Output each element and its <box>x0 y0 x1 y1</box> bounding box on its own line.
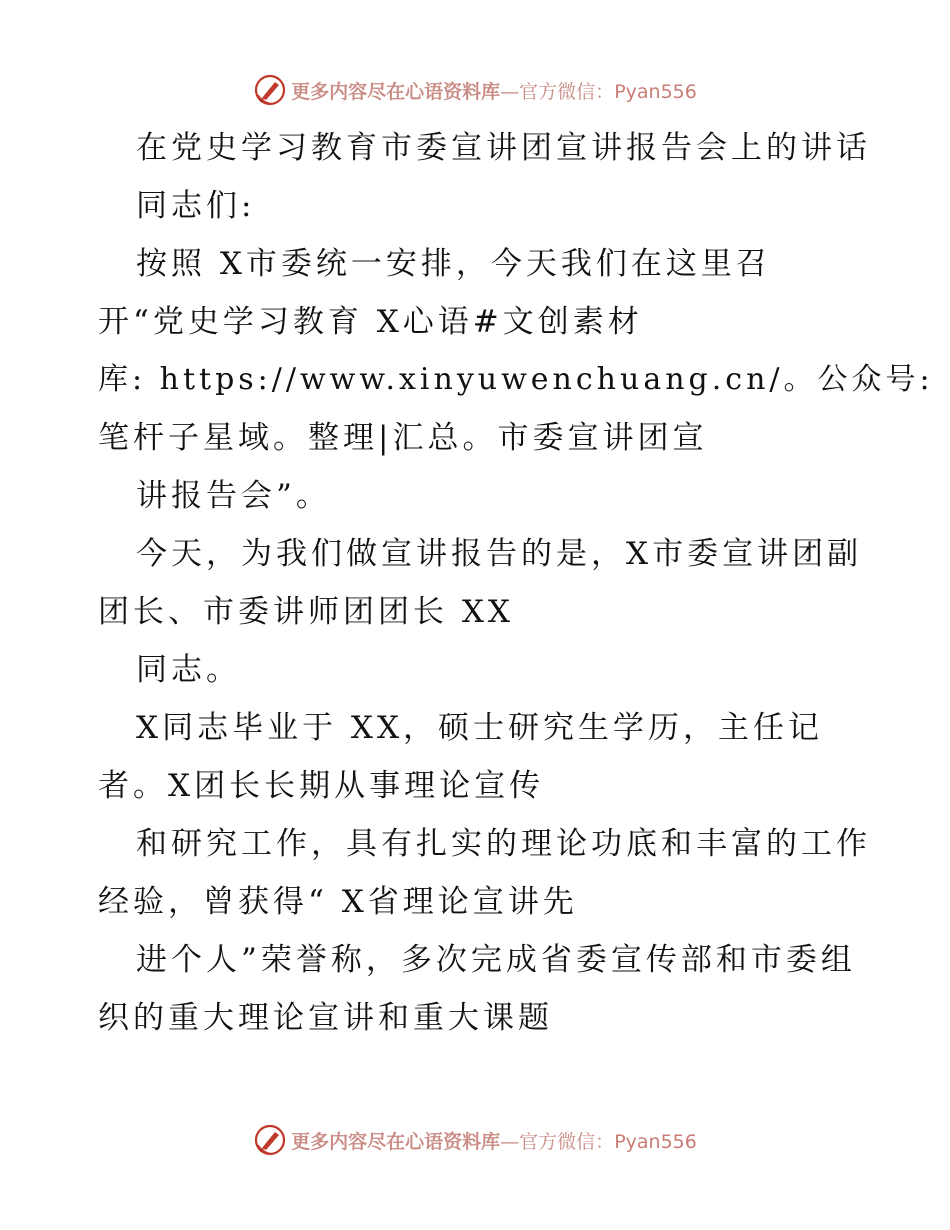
footer-watermark <box>0 1120 950 1160</box>
paragraph-line: 笔杆子星域。整理|汇总。市委宣讲团宣 <box>98 420 708 456</box>
paragraph-line: 团长、市委讲师团团长 XX <box>98 594 514 630</box>
red-quill-logo-icon <box>253 73 287 107</box>
paragraph-line: 今天，为我们做宣讲报告的是，X市委宣讲团副 <box>136 536 863 572</box>
header-watermark <box>0 70 950 110</box>
paragraph-line: 进个人”荣誉称，多次完成省委宣传部和市委组 <box>136 942 856 978</box>
paragraph-line: 讲报告会”。 <box>136 478 331 514</box>
paragraph-line: X同志毕业于 XX，硕士研究生学历，主任记 <box>136 710 824 746</box>
watermark-text: 更多内容尽在心语资料库—官方微信：Pyan556 <box>291 1130 697 1153</box>
salutation: 同志们: <box>136 188 256 224</box>
paragraph-line: 和研究工作，具有扎实的理论功底和丰富的工作 <box>136 826 871 862</box>
paragraph-line: 按照 X市委统一安排，今天我们在这里召 <box>136 246 771 282</box>
paragraph-line: 同志。 <box>136 652 241 688</box>
red-quill-logo-icon <box>253 1123 287 1157</box>
watermark-text: 更多内容尽在心语资料库—官方微信：Pyan556 <box>291 80 697 103</box>
watermark-account: Pyan556 <box>614 1130 697 1153</box>
watermark-account: Pyan556 <box>614 80 697 103</box>
paragraph-line: 织的重大理论宣讲和重大课题 <box>98 1000 553 1036</box>
paragraph-line: 者。X团长长期从事理论宣传 <box>98 768 545 804</box>
document-title: 在党史学习教育市委宣讲团宣讲报告会上的讲话 <box>136 130 871 166</box>
paragraph-line: 经验，曾获得“ X省理论宣讲先 <box>98 884 578 920</box>
paragraph-line: 开“党史学习教育 X心语#文创素材 <box>98 304 643 340</box>
paragraph-line: 库: https://www.xinyuwenchuang.cn/。公众号: <box>98 362 934 397</box>
